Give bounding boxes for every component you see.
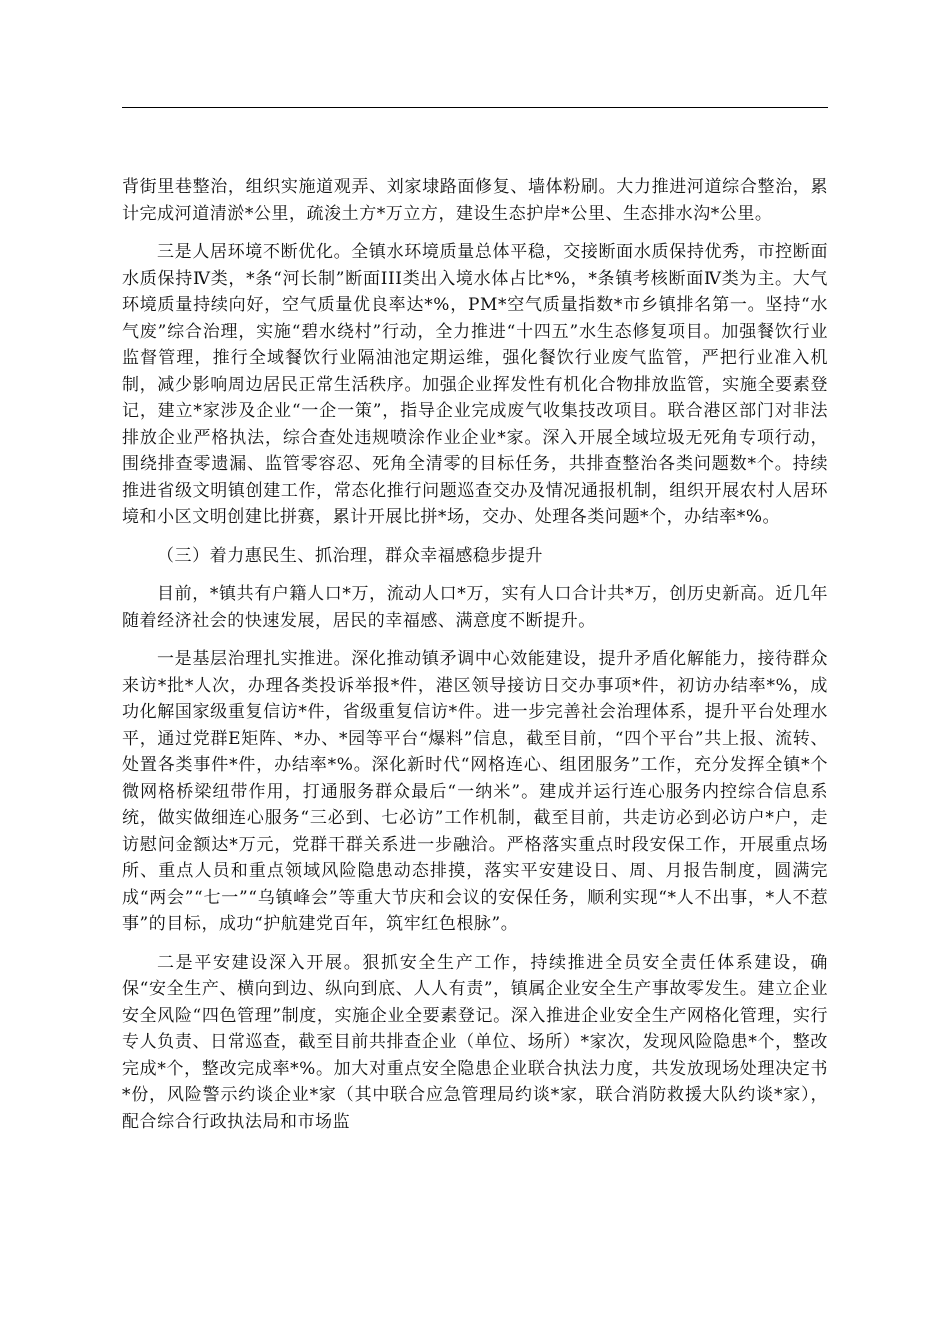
- paragraph-grassroots-governance: 一是基层治理扎实推进。深化推动镇矛调中心效能建设，提升矛盾化解能力，接待群众来访*批*人次，办理各类投诉举报*件，港区领导接访日交办事项*件，初访办结率*%，成功化解国家级重复信访*件，省级重复信访*件。进一步完善社会治理体系，提升平台处理水平，通过党群E矩阵、*办、*园等平台“爆料”信息，截至目前，“四个平台”共上报、流转、处置各类事件*件，办结率*%。深化新时代“网格连心、组团服务”工作，充分发挥全镇*个微网格桥梁纽带作用，打通服务群众最后“一纳米”。建成并运行连心服务内控综合信息系统，做实做细连心服务“三必到、七必访”工作机制，截至目前，共走访必到必访户*户，走访慰问金额达*万元，党群干群关系进一步融洽。严格落实重点时段安保工作，开展重点场所、重点人员和重点领域风险隐患动态排摸，落实平安建设日、周、月报告制度，圆满完成“两会”“七一”“乌镇峰会”等重大节庆和会议的安保任务，顺利实现“*人不出事，*人不惹事”的目标，成功“护航建党百年，筑牢红色根脉”。: [122, 649, 828, 934]
- header-rule: [122, 107, 828, 108]
- section-heading: （三）着力惠民生、抓治理，群众幸福感稳步提升: [157, 545, 544, 566]
- paragraph-safety-construction: 二是平安建设深入开展。狠抓安全生产工作，持续推进全员安全责任体系建设，确保“安全生产、横向到边、纵向到底、人人有责”，镇属企业安全生产事故零发生。建立企业安全风险“四色管理”制度，实施企业全要素登记。深入推进企业安全生产网格化管理，实行专人负责、日常巡查，截至目前共排查企业（单位、场所）*家次，发现风险隐患*个，整改完成*个，整改完成率*%。加大对重点安全隐患企业联合执法力度，共发放现场处理决定书*份，风险警示约谈企业*家（其中联合应急管理局约谈*家，联合消防救援大队约谈*家），配合综合行政执法局和市场监: [122, 952, 828, 1132]
- document-body: [122, 174, 828, 1147]
- paragraph-population: 目前，*镇共有户籍人口*万，流动人口*万，实有人口合计共*万，创历史新高。近几年随着经济社会的快速发展，居民的幸福感、满意度不断提升。: [122, 584, 828, 631]
- paragraph-living-environment: 三是人居环境不断优化。全镇水环境质量总体平稳，交接断面水质保持优秀，市控断面水质保持Ⅳ类，*条“河长制”断面III类出入境水体占比*%，*条镇考核断面Ⅳ类为主。大气环境质量持续向好，空气质量优良率达*%，PM*空气质量指数*市乡镇排名第一。坚持“水气废”综合治理，实施“碧水绕村”行动，全力推进“十四五”水生态修复项目。加强餐饮行业监督管理，推行全域餐饮行业隔油池定期运维，强化餐饮行业废气监管，严把行业准入机制，减少影响周边居民正常生活秩序。加强企业挥发性有机化合物排放监管，实施全要素登记，建立*家涉及企业“一企一策”，指导企业完成废气收集技改项目。联合港区部门对非法排放企业严格执法，综合查处违规喷涂作业企业*家。深入开展全域垃圾无死角专项行动，围绕排查零遗漏、监管零容忍、死角全清零的目标任务，共排查整治各类问题数*个。持续推进省级文明镇创建工作，常态化推行问题巡查交办及情况通报机制，组织开展农村人居环境和小区文明创建比拼赛，累计开展比拼*场，交办、处理各类问题*个，办结率*%。: [122, 242, 828, 527]
- paragraph-continuation: 背街里巷整治，组织实施道观弄、刘家埭路面修复、墙体粉刷。大力推进河道综合整治，累计完成河道清淤*公里，疏浚土方*万立方，建设生态护岸*公里、生态排水沟*公里。: [122, 177, 828, 224]
